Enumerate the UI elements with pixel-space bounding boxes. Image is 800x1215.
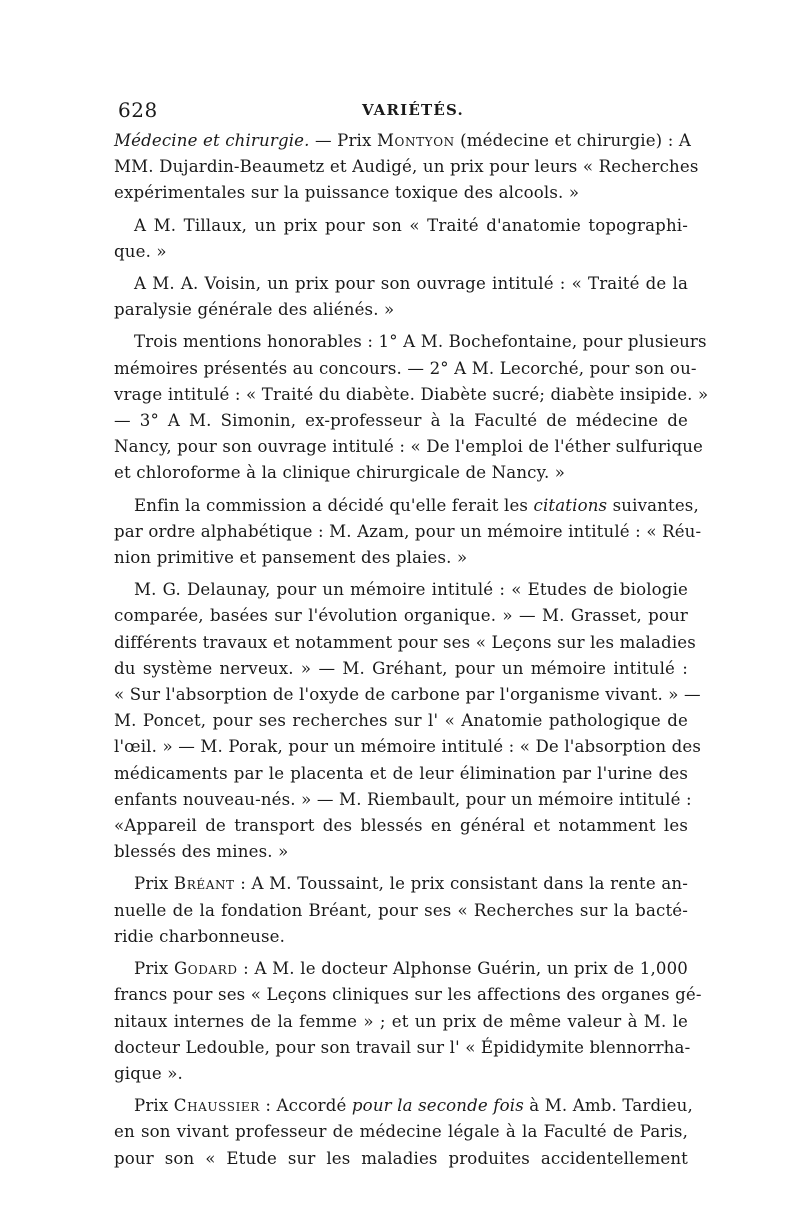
- text-line: [114, 577, 688, 603]
- text-line: [114, 1146, 688, 1172]
- text-segment: du système nerveux. » — M. Gréhant, pour un mémoire intitulé :: [114, 658, 688, 678]
- text-line: [114, 708, 688, 734]
- text-line: [114, 761, 688, 787]
- text-segment: enfants nouveau-nés. » — M. Riembault, pour un mémoire intitulé :: [114, 789, 692, 809]
- text-line: [114, 1061, 688, 1087]
- text-line: [114, 519, 702, 545]
- text-segment: Prix: [134, 874, 174, 894]
- text-line: [114, 329, 707, 355]
- running-head: [118, 98, 690, 124]
- text-segment: mémoires présentés au concours. — 2° A M. Lecorché, pour son ou-: [114, 358, 697, 378]
- text-line: [114, 871, 688, 897]
- text-line: [114, 839, 688, 865]
- text-line: [114, 154, 699, 180]
- text-segment: Médecine et chirurgie.: [114, 131, 310, 150]
- text-line: [114, 656, 688, 682]
- text-segment: Prix: [134, 959, 174, 979]
- paragraph: [114, 213, 688, 265]
- text-segment: A M. A. Voisin, un prix pour son ouvrage intitulé : « Traité de la: [134, 274, 688, 294]
- paragraph: [114, 1093, 693, 1172]
- text-segment: l'œil. » — M. Porak, pour un mémoire intitulé : « De l'absorption des: [114, 737, 702, 757]
- text-line: [114, 356, 697, 382]
- text-segment: «Appareil de transport des blessés en général et notamment les: [114, 816, 688, 836]
- text-segment: M. G. Delaunay, pour un mémoire intitulé : « Etudes de biologie: [134, 580, 688, 600]
- text-line: [114, 787, 692, 813]
- paragraph: [114, 329, 709, 486]
- text-segment: Prix: [134, 1096, 174, 1116]
- text-line: [114, 434, 704, 460]
- paragraph: [114, 493, 702, 572]
- text-line: [114, 924, 688, 950]
- text-segment: « Sur l'absorption de l'oxyde de carbone par l'organisme vivant. » —: [114, 685, 701, 705]
- text-segment: en son vivant professeur de médecine légale à la Faculté de Paris,: [114, 1122, 688, 1142]
- text-segment: Nancy, pour son ouvrage intitulé : « De l'emploi de l'éther sulfurique: [114, 437, 704, 457]
- text-line: [114, 213, 688, 239]
- text-segment: expérimentales sur la puissance toxique des alcools. »: [114, 183, 580, 203]
- text-segment: blessés des mines. »: [114, 842, 289, 862]
- paragraph: [114, 128, 699, 207]
- text-segment: Bréant: [173, 874, 235, 894]
- text-segment: nitaux internes de la femme » ; et un prix de même valeur à M. le: [114, 1011, 688, 1031]
- text-segment: (médecine et chirurgie) : A: [454, 131, 692, 150]
- text-line: [114, 1009, 688, 1035]
- text-line: [114, 180, 688, 206]
- text-segment: Enfin la commission a décidé qu'elle ferait les: [134, 495, 534, 515]
- text-line: [114, 603, 688, 629]
- text-line: [114, 956, 688, 982]
- text-segment: francs pour ses « Leçons cliniques sur les affections des organes gé-: [114, 985, 702, 1005]
- text-segment: — Prix: [309, 131, 377, 150]
- text-segment: nion primitive et pansement des plaies. »: [114, 548, 468, 568]
- text-segment: suivantes,: [607, 495, 699, 515]
- text-line: [114, 898, 688, 924]
- text-line: [114, 630, 696, 656]
- text-segment: Godard: [173, 959, 238, 979]
- text-segment: paralysie générale des aliénés. »: [114, 300, 395, 320]
- text-segment: citations: [533, 495, 608, 515]
- text-segment: par ordre alphabétique : M. Azam, pour un mémoire intitulé : « Réu-: [114, 521, 702, 541]
- text-segment: Trois mentions honorables : 1° A M. Bochefontaine, pour plusieurs: [134, 332, 707, 352]
- text-segment: à M. Amb. Tardieu,: [523, 1096, 693, 1116]
- text-line: [114, 460, 688, 486]
- text-segment: M. Poncet, pour ses recherches sur l' « Anatomie pathologique de: [114, 711, 688, 731]
- text-segment: A M. Tillaux, un prix pour son « Traité d'anatomie topographi-: [134, 215, 688, 235]
- text-line: [114, 1119, 688, 1145]
- text-segment: que. »: [114, 241, 167, 261]
- text-segment: comparée, basées sur l'évolution organique. » — M. Grasset, pour: [114, 606, 688, 626]
- text-line: [114, 682, 701, 708]
- text-line: [114, 1093, 693, 1119]
- text-segment: docteur Ledouble, pour son travail sur l' « Épididymite blennorrha-: [114, 1037, 691, 1057]
- text-line: [114, 493, 699, 519]
- text-line: [114, 1035, 691, 1061]
- text-segment: : A M. Toussaint, le prix consistant dans la rente an-: [234, 874, 688, 894]
- text-segment: Montyon: [376, 131, 455, 150]
- text-line: [114, 734, 702, 760]
- paragraph: [114, 956, 702, 1087]
- text-line: [114, 382, 709, 408]
- text-line: [114, 408, 688, 434]
- text-line: [114, 128, 692, 154]
- text-line: [114, 813, 688, 839]
- page-number: 628: [118, 98, 158, 122]
- text-segment: nuelle de la fondation Bréant, pour ses « Recherches sur la bacté-: [114, 900, 688, 920]
- text-segment: médicaments par le placenta et de leur élimination par l'urine des: [114, 763, 688, 783]
- paragraph: [114, 577, 702, 865]
- text-segment: différents travaux et notamment pour ses « Leçons sur les maladies: [114, 632, 696, 652]
- paragraph: [114, 871, 688, 950]
- text-segment: — 3° A M. Simonin, ex-professeur à la Faculté de médecine de: [114, 411, 688, 431]
- text-line: [114, 982, 702, 1008]
- body-text: [114, 128, 709, 1178]
- text-segment: vrage intitulé : « Traité du diabète. Diabète sucré; diabète insipide. »: [114, 384, 709, 404]
- text-line: [114, 271, 688, 297]
- text-line: [114, 239, 688, 265]
- text-segment: : A M. le docteur Alphonse Guérin, un prix de 1,000: [237, 959, 689, 979]
- text-line: [114, 297, 688, 323]
- header-title: VARIÉTÉS.: [362, 101, 464, 119]
- text-segment: gique ».: [114, 1063, 183, 1083]
- paragraph: [114, 271, 688, 323]
- text-line: [114, 545, 688, 571]
- text-segment: MM. Dujardin-Beaumetz et Audigé, un prix pour leurs « Recherches: [114, 157, 699, 177]
- text-segment: ridie charbonneuse.: [114, 926, 286, 946]
- text-segment: pour la seconde fois: [351, 1096, 524, 1116]
- text-segment: Chaussier: [173, 1096, 260, 1116]
- text-segment: et chloroforme à la clinique chirurgicale de Nancy. »: [114, 463, 566, 483]
- text-segment: : Accordé: [259, 1096, 352, 1116]
- text-segment: pour son « Etude sur les maladies produites accidentellement: [114, 1148, 688, 1168]
